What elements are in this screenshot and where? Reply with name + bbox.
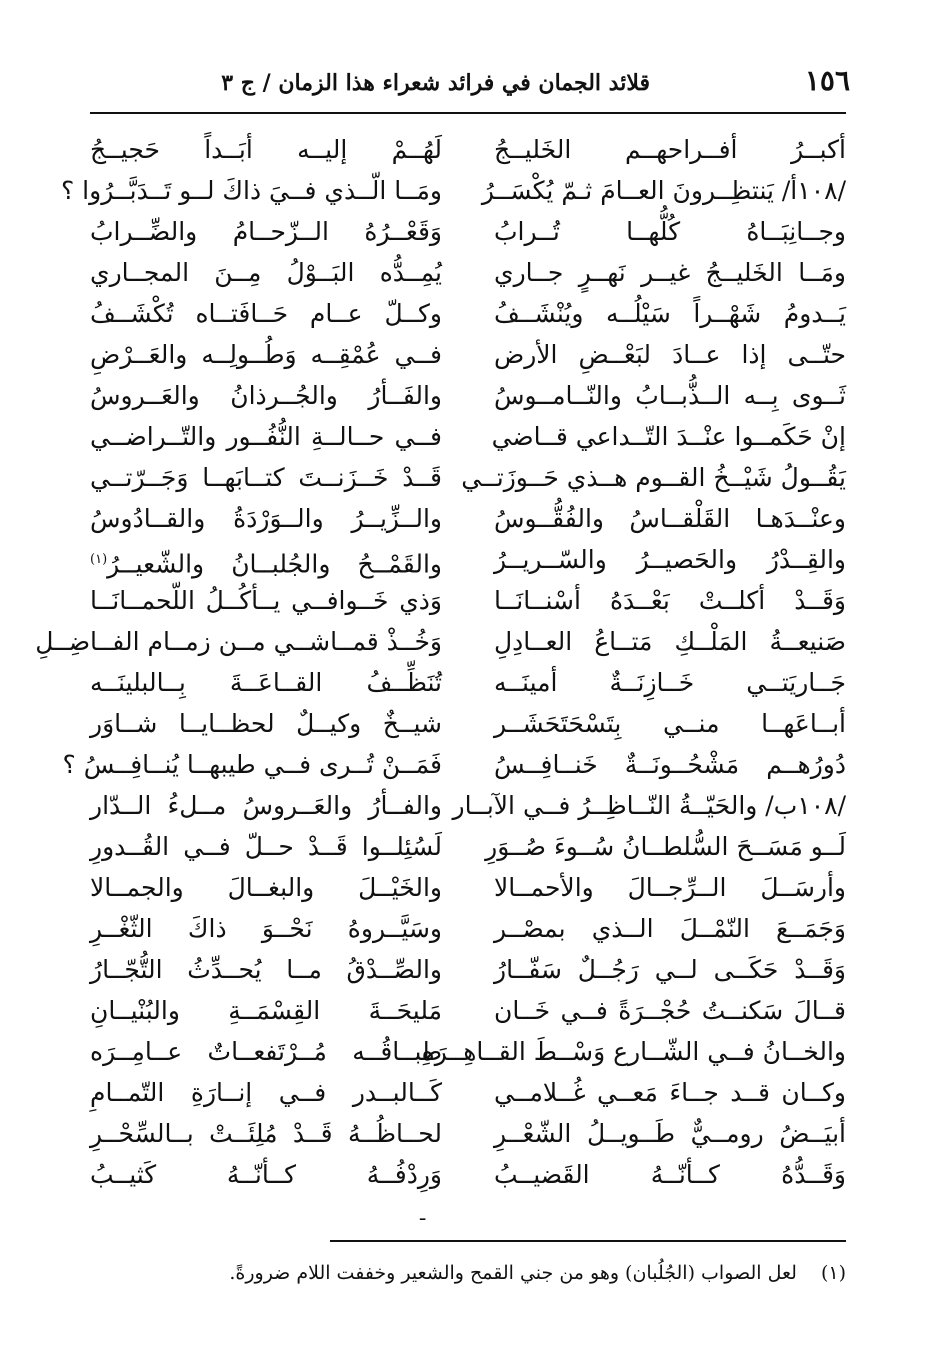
verse-first-hemistich: وَقَــدْ أكلــتْ بَعْــدَهُ أسْنــانَــا <box>494 586 846 615</box>
verse-second-hemistich: والخَيْــلَ والبغــالَ والجمــالا <box>90 873 442 902</box>
verse-second-hemistich: تُنَظِّــفُ القــاعَــةَ بِــالبلينَــه <box>90 668 442 697</box>
verse-first-hemistich: وَقَــدُّهُ كــأنّــهُ القَضيــبُ <box>494 1160 846 1189</box>
verse-second-hemistich <box>90 538 442 582</box>
stray-print-mark: ـ <box>420 1204 426 1225</box>
page-header <box>90 60 850 110</box>
footnote-text: لعل الصواب (الجُلُبان) وهو من جني القمح والشعير وخففت اللام ضرورةً. <box>229 1262 797 1284</box>
verse-text: والقَمْــحُ والجُلبــانُ والشّعيــرُ <box>107 549 442 579</box>
verse <box>90 948 846 992</box>
verse <box>90 456 846 500</box>
verse-second-hemistich: والــزِّيــرُ والــوَرْدَةُ والقــادُوسُ <box>90 504 442 533</box>
verse-first-hemistich: إنْ حَكَمــوا عنْــدَ التّــداعي قــاضي <box>491 422 846 451</box>
verse <box>90 1071 846 1115</box>
verse-second-hemistich: لحــاظُــهُ قَــدْ مُلِئَــتْ بــالسِّحْــرِ <box>90 1119 442 1148</box>
verse-first-hemistich: قــالَ سَكنــتُ حُجْــرَةً فــي خَــان <box>494 996 846 1025</box>
verse <box>90 128 846 172</box>
verse <box>90 825 846 869</box>
verse-second-hemistich: مَليحَــةَ القِسْمَــةِ والبُنْيــانِ <box>90 996 442 1025</box>
verse-first-hemistich: لَــو مَسَــحَ السُّلطــانُ سُــوءَ صُــوَرِ <box>485 832 846 861</box>
poem-body <box>35 128 846 1203</box>
verse <box>35 620 846 664</box>
verse-first-hemistich: وعنْــدَهـا القَلْقــاسُ والفُقُّــوسُ <box>494 504 846 533</box>
footnote-number: (١) <box>820 1262 846 1284</box>
verse-second-hemistich: كَــالبــدر فــي إنــارَةِ التّمــامِ <box>90 1078 442 1107</box>
verse-first-hemistich: والقِــدْرُ والحَصيــرُ والسّــريــرُ <box>494 545 846 574</box>
header-rule <box>90 112 846 114</box>
verse <box>90 374 846 418</box>
verse <box>90 210 846 254</box>
verse-first-hemistich: أبــاعَهــا منــي بِتَسْحَتَحَشَــر <box>494 709 846 738</box>
verse <box>90 538 846 582</box>
verse-second-hemistich: فــي حــالــةِ النُّفُــور والتّــراضــي <box>90 422 442 451</box>
verse-first-hemistich: وكــان قــد جــاءَ مَعــي غُــلامــي <box>494 1078 846 1107</box>
verse <box>90 1112 846 1156</box>
verse-first-hemistich: ومَــا الخَليــجُ غيــر نَهــرٍ جــاري <box>494 258 846 287</box>
verse <box>90 415 846 459</box>
verse-first-hemistich: صَنيعــةُ المَلْــكِ مَتــاعُ العــادِلِ <box>494 627 846 656</box>
verse <box>90 1030 846 1074</box>
verse <box>90 579 846 623</box>
verse-second-hemistich: وَخُــذْ قمــاشــي مــن زمــام الفــاضِــلِ <box>35 627 442 656</box>
page-number: ١٥٦ <box>804 64 850 97</box>
verse-first-hemistich: وَجَمَــعَ النّمْــلَ الــذي بمصْــر <box>494 914 846 943</box>
verse-first-hemistich: /١٠٨ب/ والحَيّــةُ النّــاظِــرُ فــي الآبــار <box>452 791 846 820</box>
verse <box>60 169 846 213</box>
verse-second-hemistich: والفَــأرُ والجُــرذانُ والعَــروسُ <box>90 381 442 410</box>
verse-first-hemistich: وجــانِبَــاهُ كُلُّهــا تُــرابُ <box>494 217 846 246</box>
verse-second-hemistich: وَقَعْــرُهُ الــزّحــامُ والضِّــرابُ <box>90 217 442 246</box>
verse-first-hemistich: وَقَــدْ حَكَــى لــي رَجُــلٌ سَفّــارُ <box>494 955 846 984</box>
verse-first-hemistich: وأرسَــلَ الــرِّجــالَ والأحمــالا <box>494 873 846 902</box>
verse-second-hemistich: لَسُئِلــوا قَــدْ حــلّ فــي القُــدورِ <box>90 832 442 861</box>
running-title: قلائد الجمان في فرائد شعراء هذا الزمان / ج ٣ <box>221 70 650 96</box>
verse <box>90 333 846 377</box>
verse-second-hemistich: يُمِــدُّه البَــوْلُ مِــنَ المجــاري <box>90 258 442 287</box>
verse-first-hemistich: ثَــوى بِــه الــذُّبــابُ والنّــامــوسُ <box>494 381 846 410</box>
verse-first-hemistich: /١٠٨أ/ يَنتظِــرونَ العــامَ ثـمّ يُكْسَــرُ <box>481 176 846 205</box>
verse <box>90 702 846 746</box>
verse <box>90 784 846 828</box>
verse-first-hemistich: أبيَــضُ رومــيٌّ طَــويــلُ الشّعْــرِ <box>494 1119 846 1148</box>
verse-second-hemistich: وَذي خَــوافــي يــأكُــلُ اللّحمــانَــا <box>90 586 442 615</box>
footnote-rule <box>330 1240 846 1242</box>
footnote <box>229 1262 846 1284</box>
verse-second-hemistich: والصِّــدْقُ مــا يُحــدِّثُ التُّجّــارُ <box>90 955 442 984</box>
verse-second-hemistich: والفــأرُ والعَــروسُ مــلءُ الــدّار <box>90 791 442 820</box>
verse-second-hemistich: وكــلّ عــام حَــافَتــاه تُكْشَــفُ <box>90 299 442 328</box>
verse-first-hemistich: يَقُــولُ شَيْــخُ القــوم هــذي حَــوزَتــي <box>461 463 846 492</box>
verse <box>90 989 846 1033</box>
verse-second-hemistich: فــي عُمْقِــه وَطُــولِــه والعَــرْضِ <box>90 340 442 369</box>
verse <box>90 866 846 910</box>
verse <box>90 292 846 336</box>
verse-second-hemistich: لَهُــمْ إليــه أبَــداً حَجيــجُ <box>90 135 442 164</box>
verse-second-hemistich: قَــدْ خَــزَنــتَ كتــابَهــا وَجَــرّتــي <box>90 463 442 492</box>
verse-first-hemistich: دُورُهــم مَشْحُــونَــةٌ خَنــافِــسُ <box>494 750 846 779</box>
verse <box>90 497 846 541</box>
verse <box>62 743 846 787</box>
verse-second-hemistich: وسَيَّــروهُ نَحْــوَ ذاكَ الثّغْــرِ <box>90 914 442 943</box>
verse-first-hemistich: جَــاريَتــي خَــازِنَــةٌ أمينَــه <box>494 668 846 697</box>
verse-first-hemistich: يَــدومُ شَهْــراً سَيْلُــه ويُنْشَــفُ <box>494 299 846 328</box>
footnote-marker: (١) <box>90 552 108 567</box>
verse-second-hemistich: شيــخٌ وكيــلٌ لحظــايــا شــاوَر <box>90 709 442 738</box>
verse-second-hemistich: فَمَــنْ تُــرى فــي طيبهــا يُنــافِــسُ ؟ <box>62 750 442 779</box>
verse <box>90 1153 846 1197</box>
verse-first-hemistich: والخــانُ فــي الشّــارع وَسْــطَ القــاهِــرَه <box>421 1037 846 1066</box>
verse-second-hemistich: طِبــاقُــه مُــرْتَفعــاتٌ عــامِــرَه <box>90 1037 442 1066</box>
verse <box>90 661 846 705</box>
verse <box>90 907 846 951</box>
verse-first-hemistich: حتّــى إذا عــادَ لبَعْــضِ الأرض <box>494 340 846 369</box>
verse-second-hemistich: ومَــا الّــذي فــيَ ذاكَ لــو تَــدَبَّــرُوا ؟ <box>60 176 442 205</box>
verse-first-hemistich: أكبــرُ أفــراحهــم الخَليــجُ <box>494 135 846 164</box>
verse-second-hemistich: وَرِدْفُــهُ كــأنّــهُ كَثيــبُ <box>90 1160 442 1189</box>
verse <box>90 251 846 295</box>
